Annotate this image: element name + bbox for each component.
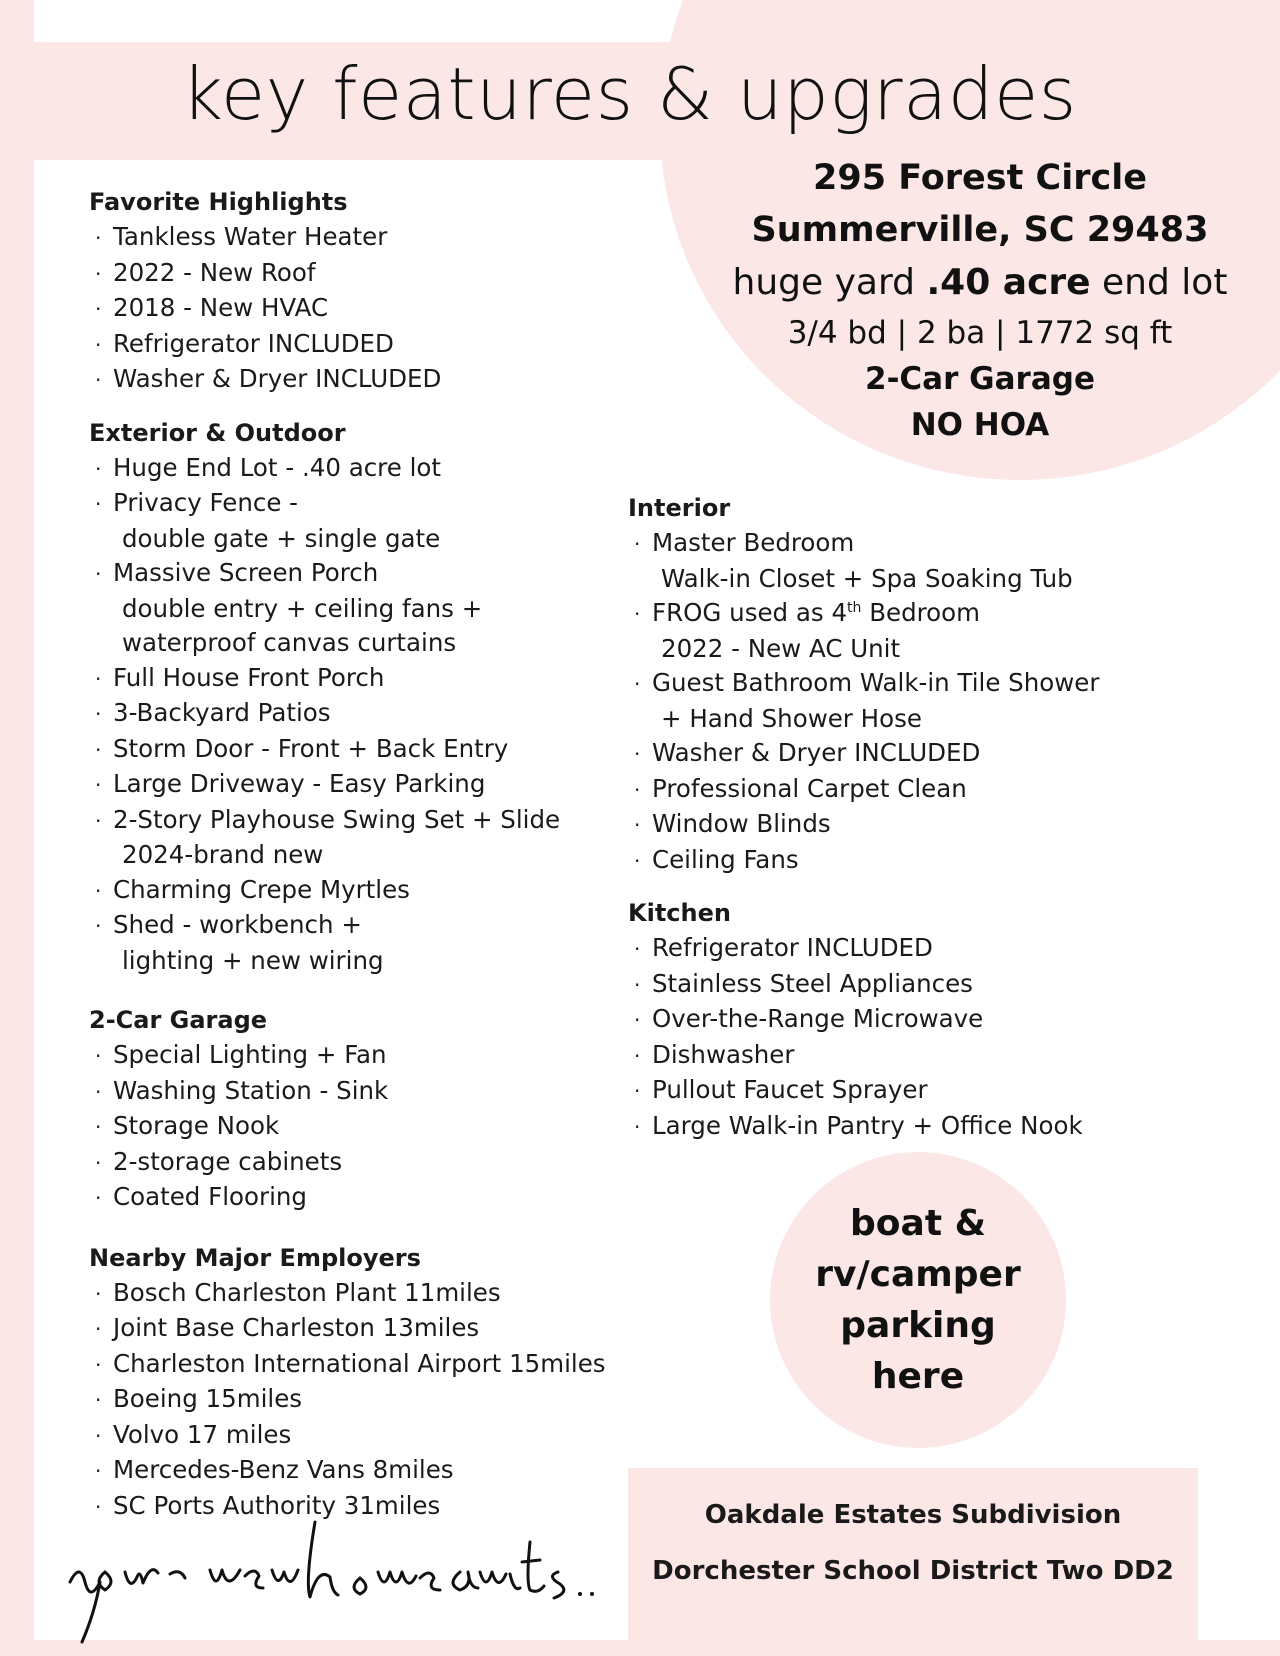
list-item: · Pullout Faucet Sprayer	[634, 1075, 928, 1104]
list-item: · Storm Door - Front + Back Entry	[95, 733, 509, 763]
callout-line: boat &	[850, 1203, 986, 1244]
garage-highlight: 2-Car Garage	[865, 361, 1095, 397]
list-item: · Shed - workbench +	[95, 910, 362, 939]
list-item: · FROG used as 4th Bedroom	[634, 598, 981, 627]
list-item: · Storage Nook	[95, 1111, 280, 1140]
list-item: · Huge End Lot - .40 acre lot	[95, 452, 441, 482]
list-item: · Joint Base Charleston 13miles	[95, 1313, 480, 1342]
section-title-garage: 2-Car Garage	[89, 1006, 268, 1034]
callout-line: parking	[840, 1305, 996, 1346]
list-item: · Bosch Charleston Plant 11miles	[95, 1277, 501, 1307]
callout-line: here	[871, 1356, 965, 1397]
section-title-kitchen: Kitchen	[628, 899, 731, 927]
list-item: · Refrigerator INCLUDED	[95, 328, 394, 358]
list-item: · Master Bedroom	[634, 528, 855, 557]
list-item: · Boeing 15miles	[95, 1384, 303, 1413]
list-item: · Massive Screen Porch	[95, 558, 379, 587]
list-item-continuation: + Hand Shower Hose	[661, 703, 922, 733]
list-item-continuation: Walk-in Closet + Spa Soaking Tub	[661, 563, 1073, 593]
list-item: · 2-storage cabinets	[95, 1146, 343, 1176]
section-title-employers: Nearby Major Employers	[89, 1243, 421, 1272]
signature-script	[60, 1512, 620, 1652]
list-item: · Special Lighting + Fan	[95, 1040, 387, 1069]
subdivision-name: Oakdale Estates Subdivision	[704, 1500, 1122, 1530]
lot-description	[700, 256, 1260, 310]
background-left-strip	[0, 0, 34, 1656]
list-item: · 3-Backyard Patios	[95, 698, 331, 727]
list-item: · SC Ports Authority 31miles	[95, 1490, 441, 1520]
list-item: · Large Driveway - Easy Parking	[95, 769, 486, 798]
address-line-2: Summerville, SC 29483	[751, 210, 1209, 250]
list-item: · Full House Front Porch	[95, 662, 385, 692]
list-item: · Large Walk-in Pantry + Office Nook	[634, 1110, 1083, 1140]
right-column	[628, 492, 1208, 1144]
list-item-continuation: double gate + single gate	[122, 523, 441, 553]
lot-suffix: end lot	[1102, 262, 1228, 303]
list-item: · Professional Carpet Clean	[634, 773, 967, 803]
list-item: · Washing Station - Sink	[95, 1075, 389, 1105]
list-item: · Mercedes-Benz Vans 8miles	[95, 1455, 454, 1484]
list-item-continuation: waterproof canvas curtains	[122, 628, 457, 657]
list-item: · Washer & Dryer INCLUDED	[634, 738, 981, 767]
list-item: · Ceiling Fans	[634, 844, 799, 874]
neighborhood-info-box	[628, 1468, 1198, 1656]
list-item-continuation: 2024-brand new	[122, 840, 324, 869]
list-item: · Charming Crepe Myrtles	[95, 874, 410, 904]
address-line-1: 295 Forest Circle	[813, 158, 1147, 198]
list-item-continuation: double entry + ceiling fans +	[122, 593, 483, 623]
callout-line: rv/camper	[815, 1254, 1021, 1295]
list-item: · Washer & Dryer INCLUDED	[95, 364, 442, 393]
property-summary	[700, 152, 1260, 448]
list-item: · Charleston International Airport 15miles	[95, 1348, 606, 1378]
list-item-continuation: 2022 - New AC Unit	[661, 633, 901, 663]
parking-callout	[770, 1152, 1066, 1448]
list-item: · Window Blinds	[634, 809, 831, 838]
list-item: · 2022 - New Roof	[95, 257, 316, 287]
section-title-favorites: Favorite Highlights	[89, 188, 348, 216]
school-district: Dorchester School District Two DD2	[652, 1556, 1174, 1586]
left-column	[89, 186, 629, 1524]
list-item: · Privacy Fence -	[95, 488, 299, 517]
list-item: · Volvo 17 miles	[95, 1419, 292, 1449]
list-item: · Dishwasher	[634, 1039, 795, 1069]
superscript-th: th	[847, 599, 862, 616]
section-title-interior: Interior	[628, 494, 731, 522]
list-item: · Guest Bathroom Walk-in Tile Shower	[634, 668, 1100, 697]
list-item: · Coated Flooring	[95, 1182, 307, 1211]
hoa-highlight: NO HOA	[910, 407, 1050, 443]
lot-size: .40 acre	[926, 262, 1091, 303]
list-item: · 2018 - New HVAC	[95, 293, 329, 322]
page-title: key features & upgrades	[181, 52, 1077, 136]
list-item: · Refrigerator INCLUDED	[634, 933, 933, 962]
lot-prefix: huge yard	[732, 262, 916, 303]
list-item: · 2-Story Playhouse Swing Set + Slide	[95, 804, 561, 834]
list-item: · Tankless Water Heater	[95, 222, 388, 251]
list-item-continuation: lighting + new wiring	[122, 945, 384, 975]
home-stats: 3/4 bd | 2 ba | 1772 sq ft	[787, 315, 1173, 351]
list-item: · Stainless Steel Appliances	[634, 968, 973, 998]
section-title-exterior: Exterior & Outdoor	[89, 418, 346, 447]
list-item: · Over-the-Range Microwave	[634, 1004, 984, 1033]
